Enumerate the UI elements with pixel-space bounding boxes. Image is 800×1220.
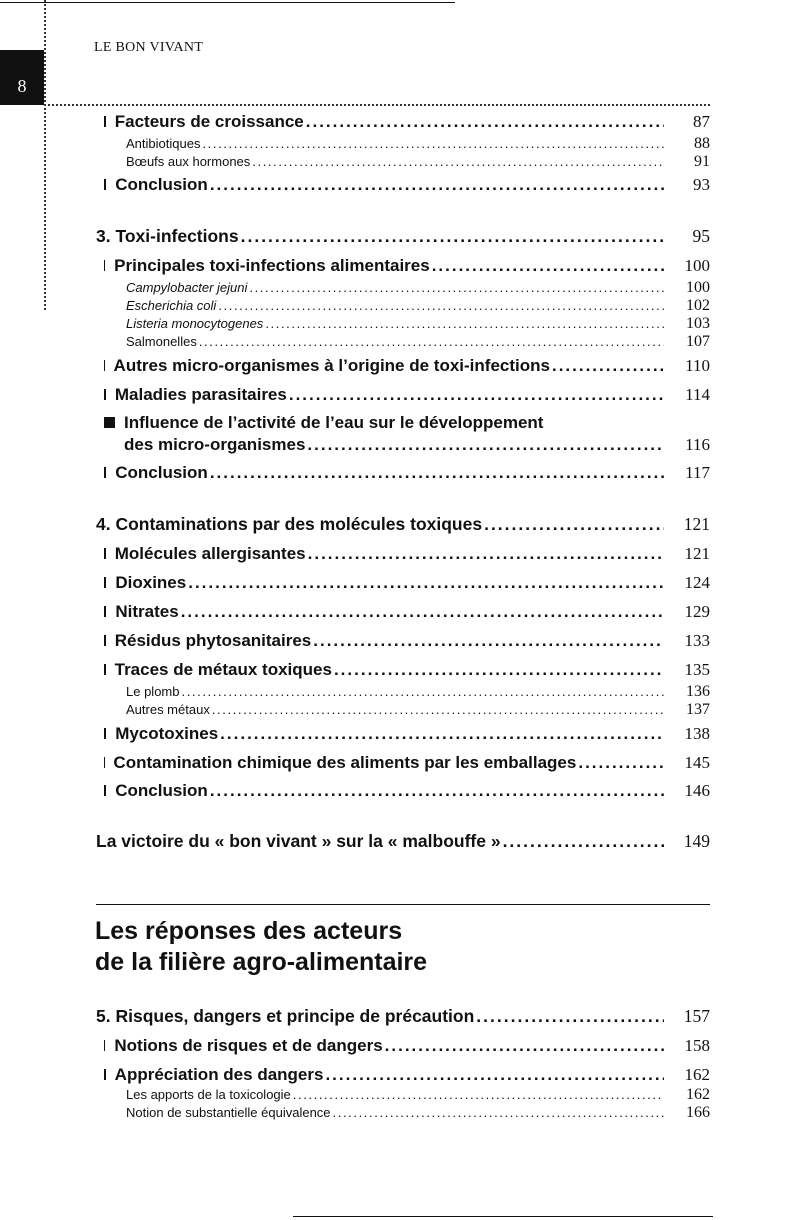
leader-dots [333, 1105, 664, 1120]
toc-entry[interactable] [104, 573, 710, 593]
toc-page: 117 [685, 463, 710, 482]
leader-dots [210, 175, 664, 195]
toc-entry[interactable] [104, 660, 710, 680]
toc-entry[interactable] [104, 544, 710, 564]
toc-page: 149 [683, 831, 710, 851]
bullet-square-icon [104, 664, 106, 675]
part-title-line-1: Les réponses des acteurs [95, 917, 403, 945]
toc-chapter[interactable] [96, 831, 710, 852]
toc-label: Antibiotiques [126, 136, 201, 151]
toc-page: 121 [684, 544, 710, 563]
bullet-square-icon [104, 116, 106, 127]
toc-chapter[interactable] [96, 226, 710, 247]
vertical-dotted-rule [44, 0, 46, 310]
leader-dots [188, 573, 664, 593]
toc-subentry[interactable] [126, 135, 710, 153]
page-number: 8 [17, 76, 27, 96]
leader-dots [293, 1087, 664, 1102]
toc-label: Les apports de la toxicologie [126, 1087, 291, 1102]
toc-entry[interactable] [104, 256, 710, 276]
bullet-square-icon [104, 577, 106, 588]
bullet-square-icon [104, 360, 105, 371]
toc-page: 158 [684, 1036, 710, 1055]
toc-page: 87 [693, 112, 710, 131]
toc-entry[interactable] [104, 175, 710, 195]
bullet-square-icon [104, 606, 106, 617]
toc-entry[interactable] [104, 602, 710, 622]
bullet-square-icon [104, 389, 106, 400]
part-title-line-2: de la filière agro-alimentaire [95, 948, 428, 976]
toc-entry[interactable] [104, 112, 710, 132]
toc-subentry[interactable] [126, 333, 710, 351]
leader-dots [199, 334, 664, 349]
toc-page: 103 [686, 315, 710, 332]
leader-dots [552, 356, 664, 376]
toc-label: Traces de métaux toxiques [114, 660, 332, 679]
toc-subentry[interactable] [126, 1104, 710, 1122]
toc-page: 138 [684, 724, 710, 743]
toc-page: 121 [683, 514, 710, 534]
toc-page: 166 [686, 1104, 710, 1121]
toc-page: 88 [694, 135, 710, 152]
toc-label: Appréciation des dangers [114, 1065, 324, 1084]
leader-dots [476, 1006, 664, 1027]
toc-subentry[interactable] [126, 279, 710, 297]
bullet-square-icon [104, 179, 106, 190]
toc-label: Nitrates [115, 602, 179, 621]
toc-page: 133 [684, 631, 710, 650]
toc-label: Contamination chimique des aliments par les emballages [113, 753, 577, 772]
leader-dots [334, 660, 664, 680]
toc-page: 116 [685, 435, 710, 454]
toc-label: des micro-organismes [124, 435, 306, 454]
toc-page: 135 [684, 660, 710, 679]
leader-dots [578, 753, 664, 773]
toc-label: Bœufs aux hormones [126, 154, 251, 169]
toc-label: 4. Contaminations par des molécules toxiques [96, 514, 483, 534]
toc-page: 162 [684, 1065, 710, 1084]
leader-dots [210, 781, 664, 801]
toc-entry[interactable] [104, 753, 710, 773]
toc-page: 100 [684, 256, 710, 275]
toc-label: Influence de l’activité de l’eau sur le développement [124, 413, 544, 432]
toc-subentry[interactable] [126, 701, 710, 719]
toc-label: Campylobacter jejuni [126, 280, 248, 295]
toc-label: Autres métaux [126, 702, 210, 717]
toc-label: 3. Toxi-infections [96, 226, 239, 246]
toc-chapter[interactable] [96, 514, 710, 535]
bullet-square-icon [104, 1040, 105, 1051]
leader-dots [432, 256, 664, 276]
toc-subentry[interactable] [126, 1086, 710, 1104]
toc-label: Conclusion [115, 781, 208, 800]
toc-label: Mycotoxines [115, 724, 219, 743]
toc-page: 107 [686, 333, 710, 350]
toc-subentry[interactable] [126, 153, 710, 171]
toc-label: Maladies parasitaires [114, 385, 287, 404]
leader-dots [241, 226, 664, 247]
toc-page: 145 [684, 753, 710, 772]
leader-dots [252, 154, 664, 169]
toc-label: Résidus phytosanitaires [114, 631, 312, 650]
leader-dots [202, 136, 664, 151]
toc-page: 162 [686, 1086, 710, 1103]
toc-page: 100 [686, 279, 710, 296]
leader-dots [218, 298, 664, 313]
toc-label: Facteurs de croissance [114, 112, 304, 131]
toc-entry[interactable] [104, 463, 710, 483]
toc-page: 102 [686, 297, 710, 314]
toc-subentry[interactable] [126, 297, 710, 315]
running-head: LE BON VIVANT [94, 40, 204, 55]
toc-page: 93 [693, 175, 710, 194]
leader-dots [249, 280, 664, 295]
bullet-square-icon [104, 260, 105, 271]
toc-label: Salmonelles [126, 334, 197, 349]
toc-page: 110 [685, 356, 710, 375]
toc-label: Listeria monocytogenes [126, 316, 264, 331]
toc-page: 136 [686, 683, 710, 700]
leader-dots [484, 514, 664, 535]
toc-page: 146 [684, 781, 710, 800]
toc-label: Autres micro-organismes à l’origine de toxi-infections [113, 356, 550, 375]
bullet-square-icon [104, 635, 106, 646]
toc-page: 114 [685, 385, 710, 404]
leader-dots [307, 435, 664, 455]
toc-entry[interactable] [104, 781, 710, 801]
toc-page: 95 [692, 226, 710, 246]
bullet-square-icon [104, 467, 106, 478]
toc-label: Escherichia coli [126, 298, 217, 313]
bullet-square-icon [104, 785, 106, 796]
leader-dots [181, 684, 664, 699]
bullet-square-icon [104, 1069, 106, 1080]
toc-subentry[interactable] [126, 683, 710, 701]
toc-label: Le plomb [126, 684, 180, 699]
toc-page: 124 [684, 573, 710, 592]
toc-label: Notions de risques et de dangers [114, 1036, 383, 1055]
toc-label: 5. Risques, dangers et principe de précaution [96, 1006, 475, 1026]
toc-label: Principales toxi-infections alimentaires [114, 256, 430, 275]
toc-label: Molécules allergisantes [114, 544, 306, 563]
leader-dots [210, 463, 664, 483]
horizontal-dotted-rule [44, 104, 710, 106]
toc-entry-continuation[interactable] [124, 435, 710, 455]
leader-dots [212, 702, 664, 717]
bullet-square-icon [104, 548, 106, 559]
toc-label: La victoire du « bon vivant » sur la « malbouffe » [96, 831, 501, 851]
leader-dots [308, 544, 664, 564]
bottom-rule [293, 1216, 713, 1217]
toc-entry[interactable] [104, 385, 710, 405]
toc-subentry[interactable] [126, 315, 710, 333]
top-rule [0, 2, 455, 3]
leader-dots [289, 385, 664, 405]
toc-entry[interactable] [104, 724, 710, 744]
toc-entry-first-line[interactable] [104, 413, 543, 433]
bullet-square-icon [104, 417, 115, 428]
toc-label: Dioxines [115, 573, 187, 592]
toc-label: Conclusion [115, 463, 208, 482]
toc-page: 157 [683, 1006, 710, 1026]
leader-dots [220, 724, 664, 744]
toc-label: Conclusion [115, 175, 208, 194]
bullet-square-icon [104, 728, 106, 739]
toc-chapter[interactable] [96, 1006, 710, 1027]
leader-dots [503, 831, 664, 852]
toc-page: 91 [694, 153, 710, 170]
toc-label: Notion de substantielle équivalence [126, 1105, 331, 1120]
leader-dots [306, 112, 664, 132]
toc-entry[interactable] [104, 631, 710, 651]
toc-entry[interactable] [104, 1036, 710, 1056]
toc-page: 137 [686, 701, 710, 718]
part-title [95, 916, 427, 978]
leader-dots [325, 1065, 664, 1085]
toc-entry[interactable] [104, 1065, 710, 1085]
leader-dots [265, 316, 664, 331]
page-number-tab [0, 50, 44, 105]
part-separator-rule [96, 904, 710, 905]
toc-entry[interactable] [104, 356, 710, 376]
leader-dots [385, 1036, 664, 1056]
leader-dots [181, 602, 664, 622]
toc-page: 129 [684, 602, 710, 621]
leader-dots [313, 631, 664, 651]
